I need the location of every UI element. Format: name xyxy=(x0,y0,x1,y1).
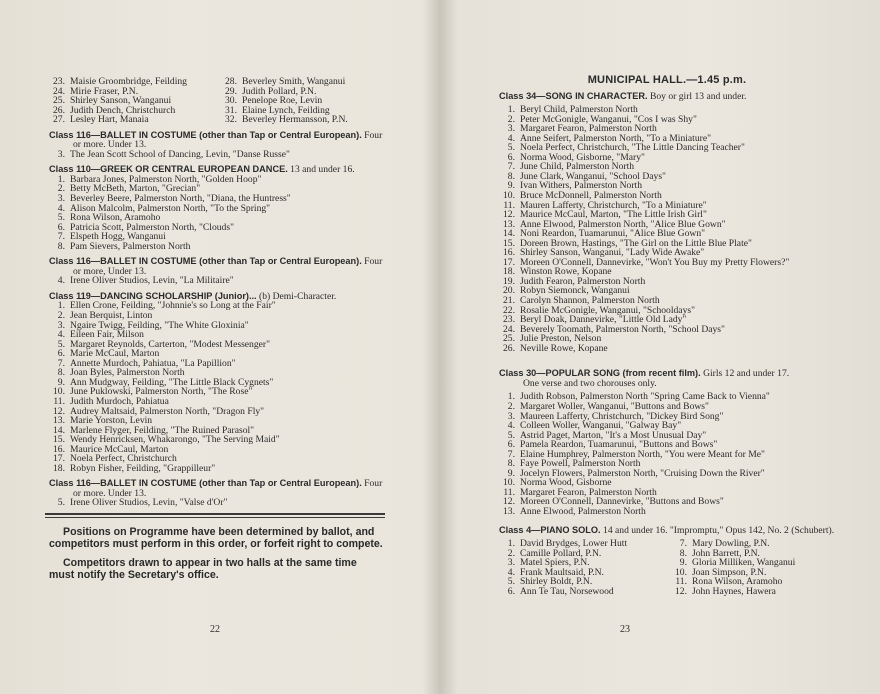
entry-text: Mauren Lafferty, Christchurch, "To a Miniature" xyxy=(520,199,707,211)
entry-number: 5. xyxy=(57,497,65,509)
entry-number: 7. xyxy=(57,231,65,243)
entry-row xyxy=(499,344,835,354)
entry-text: June Child, Palmerston North xyxy=(520,161,635,173)
entry-number: 18. xyxy=(503,266,515,278)
entry-number: 11. xyxy=(53,395,65,407)
entry-text: Faye Powell, Palmerston North xyxy=(520,458,641,470)
class-4-heading: Class 4—PIANO SOLO. 14 and under 16. "Impromptu," Opus 142, No. 2 (Schubert). xyxy=(499,524,835,536)
entry-text: Margaret Woller, Wanganui, "Buttons and Bows" xyxy=(520,400,709,412)
entry-number: 2. xyxy=(507,113,515,125)
entry-text: Colleen Woller, Wanganui, "Galway Bay" xyxy=(520,420,682,432)
entry-number: 6. xyxy=(507,151,515,163)
entry-number: 21. xyxy=(503,295,515,307)
class-116-heading-2: Class 116—BALLET IN COSTUME (other than Tap or Central European). Four or more, Under 13. xyxy=(49,256,383,277)
class-4-entries xyxy=(499,539,835,596)
entry-number: 24. xyxy=(503,323,515,335)
entry-number: 15. xyxy=(503,237,515,249)
entry-number: 1. xyxy=(507,538,515,550)
entry-text: Neville Rowe, Kopane xyxy=(520,342,608,354)
entry-number: 26. xyxy=(503,342,515,354)
entry-text: Shirley Boldt, P.N. xyxy=(520,576,593,588)
entry-row xyxy=(221,115,381,125)
entry-number: 7. xyxy=(507,448,515,460)
entry-number: 23. xyxy=(53,76,65,87)
entry-number: 6. xyxy=(57,221,65,233)
entry-number: 5. xyxy=(57,338,65,350)
class-116-entries-2 xyxy=(49,276,384,286)
entry-number: 11. xyxy=(503,486,515,498)
entry-number: 3. xyxy=(57,193,65,205)
entry-number: 22. xyxy=(503,304,515,316)
entry-number: 24. xyxy=(53,85,65,97)
entry-row xyxy=(671,587,831,597)
entry-number: 1. xyxy=(57,173,65,185)
class-119-entries xyxy=(49,301,384,473)
entry-number: 6. xyxy=(507,439,515,451)
entry-number: 17. xyxy=(53,453,65,465)
entry-text: Moreen O'Connell, Dannevirke, "Buttons and Bows" xyxy=(520,496,724,508)
page-number-left: 22 xyxy=(210,624,220,635)
entry-number: 28. xyxy=(225,76,237,87)
entry-number: 3. xyxy=(507,557,515,569)
entry-number: 16. xyxy=(503,247,515,259)
entry-text: Julie Preston, Nelson xyxy=(520,333,602,345)
entry-number: 1. xyxy=(507,104,515,116)
entry-text: Penelope Roe, Levin xyxy=(242,95,323,107)
entry-text: Lesley Hart, Manaia xyxy=(70,114,149,126)
entry-text: Pam Sievers, Palmerston North xyxy=(70,240,191,252)
entry-text: Norma Wood, Gisborne, "Mary" xyxy=(520,151,645,163)
entry-number: 17. xyxy=(503,256,515,268)
right-column xyxy=(499,76,835,596)
entry-number: 10. xyxy=(675,566,687,578)
entry-text: Margaret Reynolds, Carterton, "Modest Messenger" xyxy=(70,338,271,350)
entry-number: 4. xyxy=(507,420,515,432)
entry-text: Judith Murdoch, Pahiatua xyxy=(70,395,169,407)
entry-number: 8. xyxy=(57,367,65,379)
entry-row xyxy=(49,498,384,508)
entry-number: 6. xyxy=(57,348,65,360)
entry-row xyxy=(49,115,221,125)
entry-text: Eileen Fair, Milson xyxy=(70,329,144,341)
entry-text: Mirie Fraser, P.N. xyxy=(70,85,139,97)
entry-text: Frank Maultsaid, P.N. xyxy=(520,566,604,578)
entry-text: Betty McBeth, Marton, "Grecian" xyxy=(70,183,201,195)
entry-number: 32. xyxy=(225,114,237,126)
two-halls-notice: Competitors drawn to appear in two halls at the same time must notify the Secretary's office. xyxy=(49,556,357,582)
entry-number: 2. xyxy=(57,183,65,195)
entry-text: The Jean Scott School of Dancing, Levin, "Danse Russe" xyxy=(70,148,290,160)
entry-text: Beverley Hermansson, P.N. xyxy=(242,114,348,126)
entry-number: 4. xyxy=(507,566,515,578)
entry-text: Irene Oliver Studios, Levin, "Valse d'Or" xyxy=(70,497,228,509)
entry-number: 5. xyxy=(57,212,65,224)
entry-text: Noni Reardon, Tuamarunui, "Alice Blue Gown" xyxy=(520,228,706,240)
entry-number: 3. xyxy=(507,123,515,135)
entry-number: 2. xyxy=(507,547,515,559)
entry-text: Annette Murdoch, Pahiatua, "La Papillion" xyxy=(70,357,236,369)
entry-number: 3. xyxy=(507,410,515,422)
entry-text: Shirley Sanson, Wanganui xyxy=(70,95,172,107)
entry-number: 7. xyxy=(679,538,687,550)
entry-row xyxy=(49,242,384,252)
entry-text: Anne Seifert, Palmerston North, "To a Miniature" xyxy=(520,132,711,144)
entry-number: 3. xyxy=(57,148,65,160)
entry-row xyxy=(49,464,384,474)
entry-text: Wendy Henricksen, Whakarongo, "The Serving Maid" xyxy=(70,434,280,446)
entry-text: Ellen Crone, Feilding, "Johnnie's so Long at the Fair" xyxy=(70,300,276,312)
entry-number: 30. xyxy=(225,95,237,107)
entry-number: 27. xyxy=(53,114,65,126)
entry-text: Pamela Reardon, Tuamarunui, "Buttons and Bows" xyxy=(520,439,718,451)
class-119-heading: Class 119—DANCING SCHOLARSHIP (Junior)... (b) Demi-Character. xyxy=(49,290,337,302)
entry-text: Rona Wilson, Aramoho xyxy=(692,576,783,588)
entry-text: Maurice McCaul, Marton, "The Little Irish Girl" xyxy=(520,209,707,221)
entry-text: Anne Elwood, Palmerston North xyxy=(520,505,646,517)
entry-text: Camille Pollard, P.N. xyxy=(520,547,602,559)
entry-text: Marie Yorston, Levin xyxy=(70,415,153,427)
entry-text: Ann Mudgway, Feilding, "The Little Black Cygnets" xyxy=(70,376,274,388)
entry-number: 8. xyxy=(507,458,515,470)
entry-number: 2. xyxy=(507,400,515,412)
entry-number: 12. xyxy=(503,496,515,508)
entry-text: Joan Byles, Palmerston North xyxy=(70,367,185,379)
entry-number: 4. xyxy=(507,132,515,144)
entry-number: 9. xyxy=(507,180,515,192)
entry-text: Irene Oliver Studios, Levin, "La Militaire" xyxy=(70,275,234,287)
entry-text: Marlene Flyger, Feilding, "The Ruined Parasol" xyxy=(70,424,255,436)
entry-text: Robyn Fisher, Feilding, "Grappilleur" xyxy=(70,462,216,474)
entry-text: Anne Elwood, Palmerston North, "Alice Blue Gown" xyxy=(520,218,726,230)
entry-text: Jocelyn Flowers, Palmerston North, "Cruising Down the River" xyxy=(520,467,765,479)
entry-text: Alison Malcolm, Palmerston North, "To the Spring" xyxy=(70,202,271,214)
entry-text: David Brydges, Lower Hutt xyxy=(520,538,628,550)
entry-number: 29. xyxy=(225,85,237,97)
entry-number: 3. xyxy=(57,319,65,331)
entry-text: Judith Dench, Christchurch xyxy=(70,104,176,116)
entry-text: Judith Fearon, Palmerston North xyxy=(520,275,646,287)
entry-text: June Puklowski, Palmerston North, "The Rose" xyxy=(70,386,253,398)
entry-number: 14. xyxy=(503,228,515,240)
entry-text: Patricia Scott, Palmerston North, "Clouds" xyxy=(70,221,234,233)
entry-number: 7. xyxy=(507,161,515,173)
hall-title: MUNICIPAL HALL.—1.45 p.m. xyxy=(587,74,747,86)
entry-text: Maurice McCaul, Marton xyxy=(70,443,169,455)
entry-text: Beverely Toomath, Palmerston North, "School Days" xyxy=(520,323,725,335)
class-116-entries-3 xyxy=(49,498,384,508)
ballot-notice: Positions on Programme have been determined by ballot, and competitors must perform in this order, or forfeit right to compete. xyxy=(49,525,383,551)
class-110-entries xyxy=(49,175,384,251)
entry-number: 11. xyxy=(503,199,515,211)
entry-text: Bruce McDonnell, Palmerston North xyxy=(520,190,662,202)
entry-number: 4. xyxy=(57,329,65,341)
entry-row xyxy=(499,587,671,597)
page-23 xyxy=(440,0,880,694)
entry-text: Beverley Beere, Palmerston North, "Diana, the Huntress" xyxy=(70,193,291,205)
entry-row xyxy=(49,150,384,160)
entry-text: Margaret Fearon, Palmerston North xyxy=(520,486,657,498)
entry-number: 14. xyxy=(53,424,65,436)
entry-number: 13. xyxy=(503,505,515,517)
entry-number: 15. xyxy=(53,434,65,446)
entry-number: 19. xyxy=(503,275,515,287)
entry-number: 5. xyxy=(507,576,515,588)
entry-text: John Barrett, P.N. xyxy=(692,547,760,559)
divider-rule xyxy=(45,513,385,515)
entry-number: 4. xyxy=(57,202,65,214)
entry-number: 13. xyxy=(53,415,65,427)
entry-text: Rosalie McGonigle, Wanganui, "Schooldays" xyxy=(520,304,696,316)
entry-text: Ann Te Tau, Norsewood xyxy=(520,585,614,597)
divider-rule-thin xyxy=(45,517,385,518)
entry-text: Doreen Brown, Hastings, "The Girl on the Little Blue Plate" xyxy=(520,237,752,249)
entry-number: 13. xyxy=(503,218,515,230)
entry-text: Judith Pollard, P.N. xyxy=(242,85,317,97)
entry-text: Astrid Paget, Marton, "It's a Most Unusual Day" xyxy=(520,429,707,441)
entry-number: 2. xyxy=(57,310,65,322)
entry-text: Norma Wood, Gisborne xyxy=(520,477,612,489)
entry-number: 4. xyxy=(57,275,65,287)
entry-text: Robyn Siemonck, Wanganui xyxy=(520,285,630,297)
entry-text: Margaret Fearon, Palmerston North xyxy=(520,123,657,135)
class-34-entries xyxy=(499,105,835,353)
entry-text: Barbara Jones, Palmerston North, "Golden Hoop" xyxy=(70,173,262,185)
entry-number: 20. xyxy=(503,285,515,297)
entry-text: Matel Spiers, P.N. xyxy=(520,557,590,569)
entry-number: 12. xyxy=(503,209,515,221)
entry-number: 12. xyxy=(675,585,687,597)
entry-number: 8. xyxy=(57,240,65,252)
entry-text: Moreen O'Connell, Dannevirke, "Won't You Buy my Pretty Flowers?" xyxy=(520,256,790,268)
entry-number: 25. xyxy=(503,333,515,345)
entry-text: Gloria Milliken, Wanganui xyxy=(692,557,796,569)
entry-text: Elaine Humphrey, Palmerston North, "You were Meant for Me" xyxy=(520,448,765,460)
class-34-heading: Class 34—SONG IN CHARACTER. Boy or girl 13 and under. xyxy=(499,90,747,102)
entry-text: Noela Perfect, Christchurch xyxy=(70,453,177,465)
class-30-heading: Class 30—POPULAR SONG (from recent film). Girls 12 and under 17. xyxy=(499,368,790,380)
entry-number: 26. xyxy=(53,104,65,116)
class-30-entries xyxy=(499,392,835,516)
entry-number: 9. xyxy=(57,376,65,388)
entry-number: 31. xyxy=(225,104,237,116)
entry-text: Shirley Sanson, Wanganui, "Lady Wide Awake" xyxy=(520,247,705,259)
entry-number: 18. xyxy=(53,462,65,474)
entry-number: 7. xyxy=(57,357,65,369)
entry-number: 25. xyxy=(53,95,65,107)
class-30-note: One verse and two chorouses only. xyxy=(523,377,657,389)
entry-number: 1. xyxy=(507,391,515,403)
entry-number: 5. xyxy=(507,429,515,441)
entry-row xyxy=(49,276,384,286)
entry-text: Elaine Lynch, Feilding xyxy=(242,104,330,116)
entry-text: Ngaire Twigg, Feilding, "The White Gloxinia" xyxy=(70,319,249,331)
entry-text: Noela Perfect, Christchurch, "The Little Dancing Teacher" xyxy=(520,142,745,154)
entry-text: Joan Simpson, P.N. xyxy=(692,566,767,578)
entry-number: 10. xyxy=(503,190,515,202)
entry-number: 23. xyxy=(503,314,515,326)
entry-text: Maisie Groombridge, Feilding xyxy=(70,76,187,87)
entry-text: June Clark, Wanganui, "School Days" xyxy=(520,170,666,182)
entry-text: Marie McCaul, Marton xyxy=(70,348,160,360)
entry-number: 6. xyxy=(507,585,515,597)
entry-number: 9. xyxy=(507,467,515,479)
entry-text: Rona Wilson, Aramoho xyxy=(70,212,161,224)
class-116-heading: Class 116—BALLET IN COSTUME (other than Tap or Central European). Four or more. Under 13. xyxy=(49,129,383,151)
entry-text: Beverley Smith, Wanganui xyxy=(242,76,346,87)
entry-text: John Haynes, Hawera xyxy=(692,585,776,597)
left-column xyxy=(49,77,384,588)
entry-number: 8. xyxy=(507,170,515,182)
entry-text: Beryl Doak, Dannevirke, "Little Old Lady" xyxy=(520,314,687,326)
entry-number: 11. xyxy=(675,576,687,588)
entry-text: Ivan Withers, Palmerston North xyxy=(520,180,643,192)
entry-number: 12. xyxy=(53,405,65,417)
entry-number: 9. xyxy=(679,557,687,569)
entry-text: Peter McGonigle, Wanganui, "Cos I was Shy" xyxy=(520,113,697,125)
entry-number: 5. xyxy=(507,142,515,154)
class-116-heading-3: Class 116—BALLET IN COSTUME (other than Tap or Central European). Four or more. Under 13. xyxy=(49,478,383,499)
entry-text: Winston Rowe, Kopane xyxy=(520,266,612,278)
entry-number: 8. xyxy=(679,547,687,559)
class-110-heading: Class 110—GREEK OR CENTRAL EUROPEAN DANCE. 13 and under 16. xyxy=(49,164,355,176)
class-116-entries xyxy=(49,150,384,160)
entry-text: Mary Dowling, P.N. xyxy=(692,538,770,550)
entry-number: 10. xyxy=(503,477,515,489)
entry-text: Elspeth Hogg, Wanganui xyxy=(70,231,166,243)
entry-number: 10. xyxy=(53,386,65,398)
entry-row xyxy=(499,507,835,517)
entry-number: 1. xyxy=(57,300,65,312)
programme-notice xyxy=(49,526,384,582)
entry-text: Judith Robson, Palmerston North "Spring Came Back to Vienna" xyxy=(520,391,770,403)
page-number-right: 23 xyxy=(620,624,630,635)
entry-number: 16. xyxy=(53,443,65,455)
entry-text: Beryl Child, Palmerston North xyxy=(520,104,638,116)
class-list-continued xyxy=(49,77,384,125)
entry-text: Jean Berquist, Linton xyxy=(70,310,153,322)
entry-text: Audrey Maltsaid, Palmerston North, "Dragon Fly" xyxy=(70,405,265,417)
entry-text: Maureen Lafferty, Christchurch, "Dickey Bird Song" xyxy=(520,410,724,422)
entry-text: Carolyn Shannon, Palmerston North xyxy=(520,295,660,307)
